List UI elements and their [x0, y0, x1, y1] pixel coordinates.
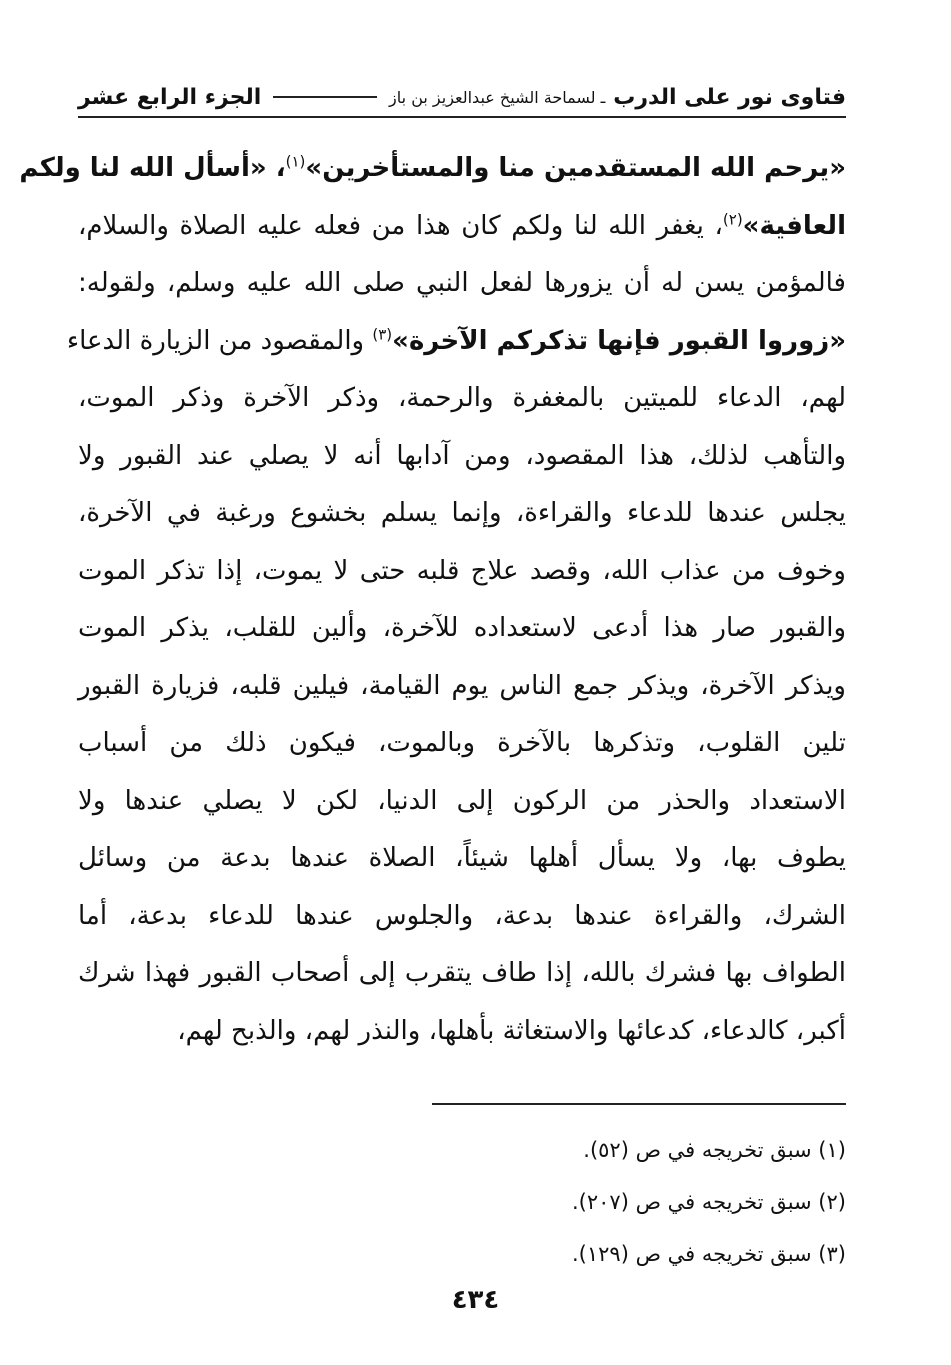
text-line — [78, 888, 846, 946]
text-line — [78, 830, 846, 888]
text-segment: العافية» — [742, 210, 846, 241]
sheikh-attribution: ـ لسماحة الشيخ عبدالعزيز بن باز — [389, 87, 606, 107]
text-line — [78, 1003, 846, 1061]
text-line — [78, 945, 846, 1003]
text-line — [78, 370, 846, 428]
text-line — [78, 255, 846, 313]
text-segment: تلين القلوب، وتذكرها بالآخرة وبالموت، فيكون ذلك من أسباب — [78, 728, 846, 758]
text-segment: فالمؤمن يسن له أن يزورها لفعل النبي صلى الله عليه وسلم، ولقوله: — [78, 268, 846, 298]
footnote-ref: (١) — [285, 152, 306, 171]
body-text — [19, 140, 846, 1060]
text-line — [78, 658, 846, 716]
text-segment: الطواف بها فشرك بالله، إذا طاف يتقرب إلى أصحاب القبور فهذا شرك — [78, 958, 846, 988]
page-number: ٤٣٤ — [451, 1285, 500, 1315]
text-segment: والمقصود من الزيارة الدعاء — [66, 325, 373, 356]
text-line — [78, 198, 846, 256]
footnote-1: (١) سبق تخريجه في ص (٥٢). — [583, 1138, 846, 1162]
footnote-ref: (٢) — [722, 209, 743, 228]
text-line — [66, 313, 846, 371]
footnote-ref: (٣) — [372, 324, 393, 343]
footnotes — [78, 1124, 846, 1280]
footnote-2: (٢) سبق تخريجه في ص (٢٠٧). — [572, 1190, 846, 1214]
text-line — [78, 773, 846, 831]
text-line — [78, 428, 846, 486]
text-segment: ، يغفر الله لنا ولكم كان هذا من فعله عليه الصلاة والسلام، — [78, 210, 723, 241]
text-line — [78, 485, 846, 543]
footnote-3: (٣) سبق تخريجه في ص (١٢٩). — [572, 1242, 846, 1266]
text-segment: الشرك، والقراءة عندها بدعة، والجلوس عندها للدعاء بدعة، أما — [78, 900, 846, 931]
text-line — [78, 543, 846, 601]
text-segment: يطوف بها، ولا يسأل أهلها شيئاً، الصلاة عندها بدعة من وسائل — [78, 843, 846, 873]
text-segment: يجلس عندها للدعاء والقراءة، وإنما يسلم بخشوع ورغبة في الآخرة، — [78, 498, 846, 528]
text-segment: «يرحم الله المستقدمين منا والمستأخرين» — [305, 153, 846, 183]
text-segment: لهم، الدعاء للميتين بالمغفرة والرحمة، وذكر الآخرة وذكر الموت، — [78, 383, 846, 413]
text-line — [78, 715, 846, 773]
text-segment: وخوف من عذاب الله، وقصد علاج قلبه حتى لا يموت، إذا تذكر الموت — [78, 555, 846, 586]
header-dash — [273, 96, 377, 98]
text-segment: الاستعداد والحذر من الركون إلى الدنيا، لكن لا يصلي عندها ولا — [78, 785, 846, 816]
text-segment: ، «أسأل الله لنا ولكم — [19, 153, 286, 183]
text-segment: ويذكر الآخرة، ويذكر جمع الناس يوم القيامة، فيلين قلبه، فزيارة القبور — [78, 670, 846, 701]
book-title: فتاوى نور على الدرب — [613, 84, 846, 110]
text-segment: والقبور صار هذا أدعى لاستعداده للآخرة، وألين للقلب، يذكر الموت — [78, 613, 846, 643]
text-segment: أكبر، كالدعاء، كدعائها والاستغاثة بأهلها، والنذر لهم، والذبح لهم، — [177, 1015, 846, 1046]
running-header — [78, 82, 846, 118]
text-segment: «زوروا القبور فإنها تذكركم الآخرة» — [392, 325, 846, 356]
footnote-separator — [432, 1103, 846, 1105]
part-title: الجزء الرابع عشر — [78, 84, 262, 110]
text-line — [19, 140, 846, 198]
text-line — [78, 600, 846, 658]
text-segment: والتأهب لذلك، هذا المقصود، ومن آدابها أنه لا يصلي عند القبور ولا — [78, 440, 846, 471]
